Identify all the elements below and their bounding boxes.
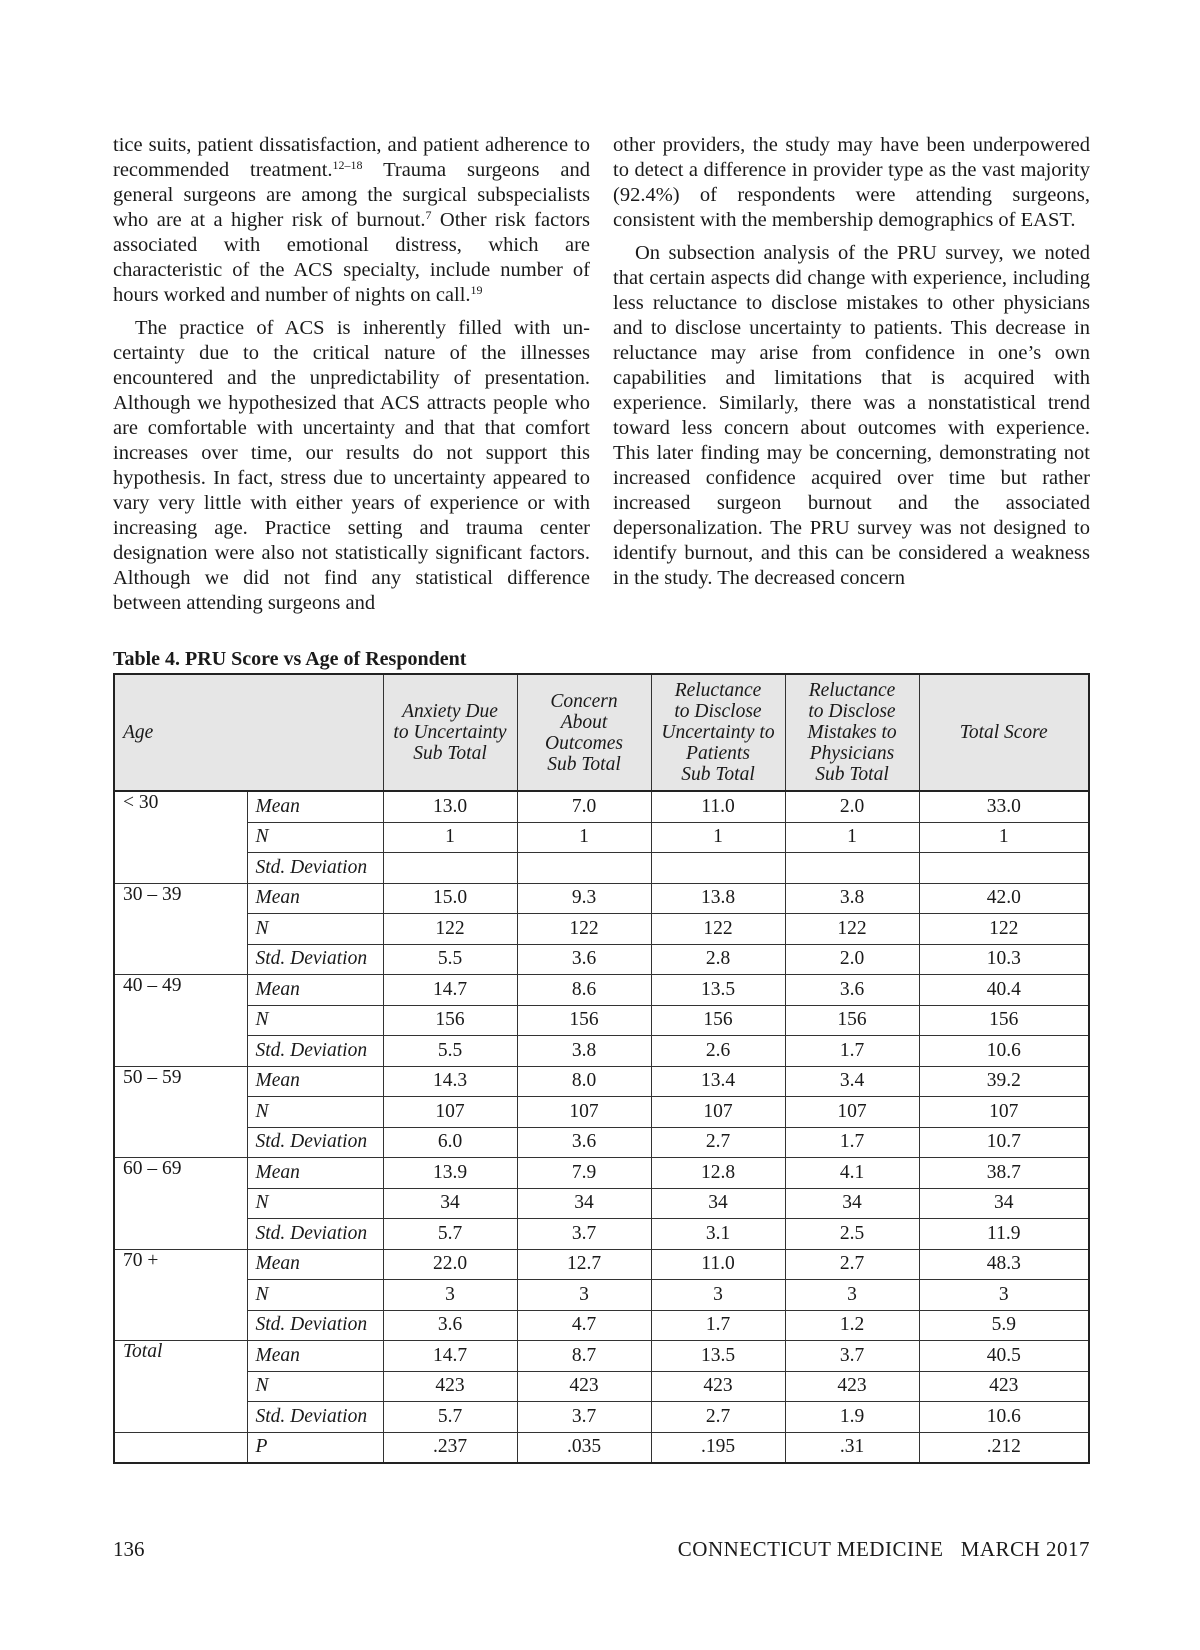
column-header (651, 674, 785, 791)
left-paragraph (113, 133, 590, 308)
value-cell: 3 (383, 1280, 517, 1311)
value-cell: 10.6 (919, 1402, 1089, 1433)
header-line: Sub Total (815, 764, 889, 785)
value-cell: 3.4 (785, 1066, 919, 1097)
header-line: Total Score (959, 722, 1048, 743)
value-cell: 2.6 (651, 1036, 785, 1067)
value-cell: 122 (651, 914, 785, 945)
column-header (919, 674, 1089, 791)
table-row (114, 1432, 1089, 1463)
header-line: About (560, 711, 608, 733)
statistic-label: N (247, 1188, 383, 1219)
value-cell: 10.7 (919, 1127, 1089, 1158)
table-row (114, 853, 1089, 884)
table-row (114, 1188, 1089, 1219)
value-cell: 156 (517, 1005, 651, 1036)
value-cell: 423 (517, 1371, 651, 1402)
statistic-label: N (247, 1280, 383, 1311)
value-cell: .31 (785, 1432, 919, 1463)
value-cell: 122 (919, 914, 1089, 945)
column-header (114, 674, 383, 791)
paragraph-text: other providers, the study may have been underpowered to detect a difference in provider type as the vast majority (92.4%) of respondents were attending surgeons, consistent with the membership demographics of EAST. (613, 134, 1090, 231)
value-cell: 3.6 (383, 1310, 517, 1341)
age-group-label: 40 – 49 (114, 975, 247, 1067)
value-cell: 7.0 (517, 791, 651, 822)
value-cell: 2.7 (785, 1249, 919, 1280)
paragraph-text: tice suits, patient dissatisfaction, and patient adherence to recommended treatment. (113, 134, 590, 181)
value-cell: 14.7 (383, 1341, 517, 1372)
value-cell: 1 (785, 822, 919, 853)
header-line: Patients (686, 743, 750, 764)
value-cell: 122 (785, 914, 919, 945)
statistic-label: N (247, 1005, 383, 1036)
value-cell: 13.9 (383, 1158, 517, 1189)
statistic-label: Std. Deviation (247, 1310, 383, 1341)
age-group-label: 50 – 59 (114, 1066, 247, 1158)
value-cell: 3.8 (785, 883, 919, 914)
value-cell: 8.6 (517, 975, 651, 1006)
header-line: Concern (550, 690, 618, 712)
column-header (517, 674, 651, 791)
table-row (114, 1371, 1089, 1402)
table-row (114, 1097, 1089, 1128)
header-line: Physicians (809, 743, 895, 764)
statistic-label: Std. Deviation (247, 1036, 383, 1067)
value-cell: 2.7 (651, 1127, 785, 1158)
value-cell: 12.8 (651, 1158, 785, 1189)
statistic-label: Mean (247, 1066, 383, 1097)
statistic-label: Mean (247, 883, 383, 914)
header-line: Outcomes (545, 732, 623, 754)
citation-superscript: 19 (470, 283, 483, 297)
table-row (114, 1127, 1089, 1158)
table-row (114, 914, 1089, 945)
value-cell: 8.7 (517, 1341, 651, 1372)
value-cell: 40.5 (919, 1341, 1089, 1372)
header-line: to Uncertainty (393, 722, 507, 743)
statistic-label: Std. Deviation (247, 1219, 383, 1250)
table-row (114, 1310, 1089, 1341)
table-row (114, 1036, 1089, 1067)
citation-superscript: 12–18 (332, 158, 363, 172)
issue-date: MARCH 2017 (960, 1537, 1090, 1561)
value-cell: 4.7 (517, 1310, 651, 1341)
value-cell: 3.6 (785, 975, 919, 1006)
statistic-label: N (247, 1371, 383, 1402)
value-cell: 107 (383, 1097, 517, 1128)
table-row (114, 1158, 1089, 1189)
value-cell (919, 853, 1089, 884)
value-cell: 2.8 (651, 944, 785, 975)
value-cell: 1 (919, 822, 1089, 853)
table-row (114, 944, 1089, 975)
table-row (114, 1249, 1089, 1280)
table-row (114, 1341, 1089, 1372)
value-cell: 34 (785, 1188, 919, 1219)
table-row (114, 822, 1089, 853)
value-cell: 1 (517, 822, 651, 853)
age-group-label (114, 1432, 247, 1463)
header-line: Sub Total (413, 743, 487, 764)
value-cell: 107 (785, 1097, 919, 1128)
value-cell: 156 (785, 1005, 919, 1036)
value-cell: 13.8 (651, 883, 785, 914)
value-cell: 4.1 (785, 1158, 919, 1189)
paragraph-text: Trauma surgeons and general surgeons are among the surgical subspecialists who are at a higher risk of burnout. (113, 159, 590, 231)
age-group-label: 60 – 69 (114, 1158, 247, 1250)
value-cell: 3 (651, 1280, 785, 1311)
citation-superscript: 7 (425, 208, 432, 222)
value-cell: .195 (651, 1432, 785, 1463)
statistic-label: Mean (247, 791, 383, 822)
statistic-label: Mean (247, 1249, 383, 1280)
header-line: Mistakes to (807, 722, 897, 743)
statistic-label: N (247, 914, 383, 945)
value-cell: 1.7 (651, 1310, 785, 1341)
value-cell: 3.6 (517, 944, 651, 975)
value-cell: 3.6 (517, 1127, 651, 1158)
value-cell: 3.8 (517, 1036, 651, 1067)
statistic-label: Mean (247, 1158, 383, 1189)
value-cell: 15.0 (383, 883, 517, 914)
value-cell: 13.5 (651, 975, 785, 1006)
value-cell: 5.5 (383, 1036, 517, 1067)
value-cell: 42.0 (919, 883, 1089, 914)
value-cell: 48.3 (919, 1249, 1089, 1280)
value-cell: 7.9 (517, 1158, 651, 1189)
value-cell: 3.1 (651, 1219, 785, 1250)
statistic-label: Std. Deviation (247, 944, 383, 975)
value-cell: 1 (383, 822, 517, 853)
value-cell: 3.7 (517, 1402, 651, 1433)
statistic-label: N (247, 822, 383, 853)
table-row (114, 1005, 1089, 1036)
value-cell: 34 (919, 1188, 1089, 1219)
value-cell: 10.6 (919, 1036, 1089, 1067)
value-cell: 156 (919, 1005, 1089, 1036)
value-cell: 2.0 (785, 791, 919, 822)
value-cell (517, 853, 651, 884)
value-cell: 1 (651, 822, 785, 853)
value-cell: 10.3 (919, 944, 1089, 975)
paragraph-text: Other risk factors associated with emotional distress, which are characteristic of the ACS specialty, include number of hours worked and number of nights on call. (113, 209, 590, 306)
value-cell: 34 (383, 1188, 517, 1219)
value-cell: 1.7 (785, 1127, 919, 1158)
header-line: to Disclose (674, 701, 762, 722)
table-row (114, 1066, 1089, 1097)
right-paragraph (613, 133, 1090, 233)
paragraph-text: The practice of ACS is inherently filled with uncertainty due to the critical nature of the illnesses encountered and the unpredictability of presentation. Although we hypothesized that ACS attracts people who are comfortable with uncertainty and that that comfort increases over time, our results do not support this hypothesis. In fact, stress due to uncertainty appeared to vary very little with either years of experience or with increasing age. Practice setting and trauma center designation were also not statistically significant factors. Although we did not find any statistical difference between attending surgeons and (113, 317, 590, 614)
value-cell: 122 (383, 914, 517, 945)
value-cell: 13.4 (651, 1066, 785, 1097)
value-cell: 423 (383, 1371, 517, 1402)
right-column (613, 133, 1090, 624)
value-cell: 5.7 (383, 1219, 517, 1250)
age-group-label: < 30 (114, 791, 247, 883)
age-group-label: 30 – 39 (114, 883, 247, 975)
value-cell: 107 (919, 1097, 1089, 1128)
header-row (114, 674, 1089, 791)
column-header (383, 674, 517, 791)
value-cell: 33.0 (919, 791, 1089, 822)
statistic-label: Std. Deviation (247, 1127, 383, 1158)
value-cell: 14.7 (383, 975, 517, 1006)
value-cell: 34 (651, 1188, 785, 1219)
value-cell: 14.3 (383, 1066, 517, 1097)
statistic-label: Std. Deviation (247, 1402, 383, 1433)
value-cell: 34 (517, 1188, 651, 1219)
table-title: Table 4. PRU Score vs Age of Respondent (113, 648, 467, 670)
value-cell: 22.0 (383, 1249, 517, 1280)
value-cell: 3 (517, 1280, 651, 1311)
statistic-label: P (247, 1432, 383, 1463)
value-cell: 1.2 (785, 1310, 919, 1341)
table-row (114, 883, 1089, 914)
value-cell: 156 (383, 1005, 517, 1036)
value-cell: 1.9 (785, 1402, 919, 1433)
value-cell: 423 (919, 1371, 1089, 1402)
value-cell: 9.3 (517, 883, 651, 914)
value-cell: 3 (919, 1280, 1089, 1311)
value-cell: 5.7 (383, 1402, 517, 1433)
value-cell: 38.7 (919, 1158, 1089, 1189)
statistic-label: Std. Deviation (247, 853, 383, 884)
value-cell: 40.4 (919, 975, 1089, 1006)
table-row (114, 791, 1089, 822)
value-cell: 11.0 (651, 791, 785, 822)
header-line: to Disclose (808, 701, 896, 722)
age-group-label: 70 + (114, 1249, 247, 1341)
table-body (114, 791, 1089, 1463)
header-line: Uncertainty to (661, 722, 775, 743)
pru-score-table (113, 673, 1090, 1464)
header-line: Reluctance (808, 680, 896, 701)
table-row (114, 1219, 1089, 1250)
header-line: Sub Total (681, 764, 755, 785)
table-header (114, 674, 1089, 791)
value-cell: 11.9 (919, 1219, 1089, 1250)
value-cell: 423 (785, 1371, 919, 1402)
body-columns (113, 133, 1090, 624)
header-line: Age (123, 722, 154, 743)
journal-name: CONNECTICUT MEDICINE (677, 1537, 944, 1561)
value-cell: 2.0 (785, 944, 919, 975)
page-number: 136 (113, 1537, 145, 1561)
value-cell: 1.7 (785, 1036, 919, 1067)
value-cell: 122 (517, 914, 651, 945)
value-cell: 8.0 (517, 1066, 651, 1097)
age-group-label: Total (114, 1341, 247, 1433)
value-cell: 11.0 (651, 1249, 785, 1280)
header-line: Anxiety Due (402, 701, 498, 722)
value-cell: 2.5 (785, 1219, 919, 1250)
left-column (113, 133, 590, 624)
value-cell: .237 (383, 1432, 517, 1463)
value-cell: 423 (651, 1371, 785, 1402)
value-cell (383, 853, 517, 884)
paragraph-text: On subsection analysis of the PRU survey, we noted that certain aspects did change with experience, including less reluctance to disclose mistakes to other physicians and to disclose uncertainty to patients. This decrease in reluctance may arise from confidence in one’s own capabilities and limitations that is acquired with experience. Similarly, there was a nonstatistical trend toward less concern about outcomes with experience. This later finding may be concerning, demonstrating not increased confidence acquired over time but rather increased surgeon burnout and the associated depersonalization. The PRU survey was not designed to identify burnout, and this can be considered a weakness in the study. The decreased concern (613, 242, 1090, 589)
value-cell (651, 853, 785, 884)
value-cell: 156 (651, 1005, 785, 1036)
value-cell: 12.7 (517, 1249, 651, 1280)
value-cell (785, 853, 919, 884)
running-footer (678, 1537, 1090, 1562)
statistic-label: Mean (247, 1341, 383, 1372)
value-cell: .212 (919, 1432, 1089, 1463)
table-row (114, 1402, 1089, 1433)
value-cell: 13.0 (383, 791, 517, 822)
value-cell: 3.7 (785, 1341, 919, 1372)
value-cell: 107 (517, 1097, 651, 1128)
value-cell: 5.5 (383, 944, 517, 975)
table-row (114, 975, 1089, 1006)
table-row (114, 1280, 1089, 1311)
value-cell: 6.0 (383, 1127, 517, 1158)
value-cell: 3 (785, 1280, 919, 1311)
header-line: Reluctance (674, 680, 762, 701)
left-paragraph (113, 316, 590, 616)
header-line: Sub Total (547, 753, 621, 775)
value-cell: .035 (517, 1432, 651, 1463)
statistic-label: Mean (247, 975, 383, 1006)
value-cell: 3.7 (517, 1219, 651, 1250)
column-header (785, 674, 919, 791)
right-paragraph (613, 241, 1090, 591)
statistic-label: N (247, 1097, 383, 1128)
value-cell: 13.5 (651, 1341, 785, 1372)
value-cell: 39.2 (919, 1066, 1089, 1097)
value-cell: 107 (651, 1097, 785, 1128)
value-cell: 5.9 (919, 1310, 1089, 1341)
value-cell: 2.7 (651, 1402, 785, 1433)
